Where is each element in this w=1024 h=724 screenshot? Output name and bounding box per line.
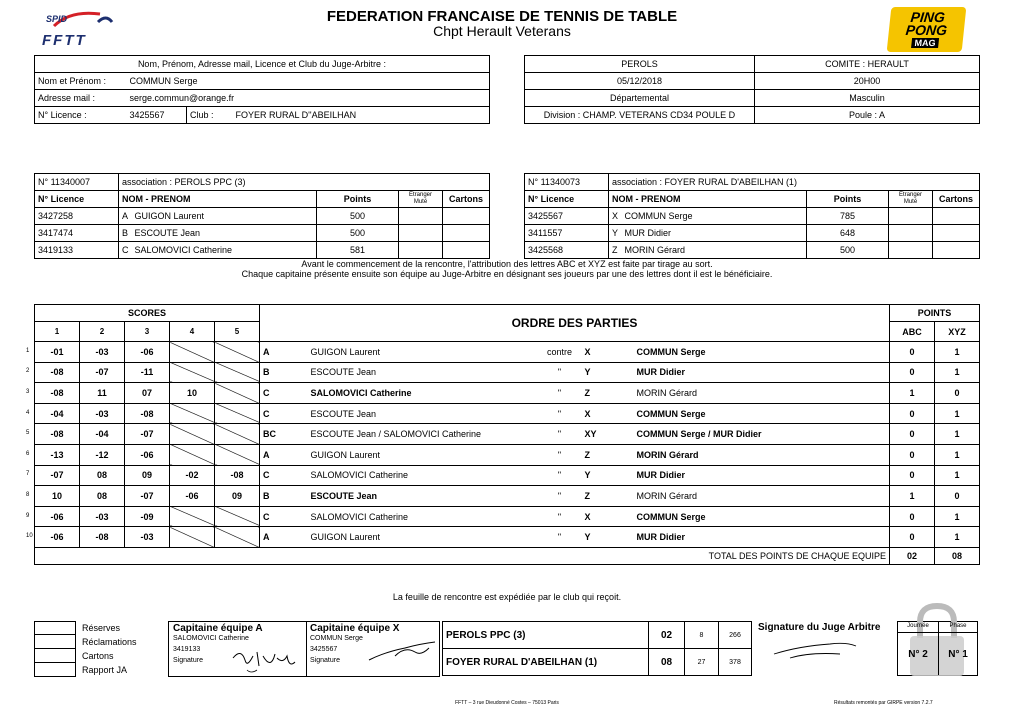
- set-score: -11: [125, 362, 170, 383]
- match-gender: Masculin: [755, 90, 980, 107]
- player-points: 785: [807, 208, 889, 225]
- game-row: [35, 527, 980, 548]
- team-a-association: association : PEROLS PPC (3): [119, 174, 490, 191]
- game-player-x: MUR Didier: [634, 362, 890, 383]
- page-subtitle: Chpt Herault Veterans: [433, 23, 571, 39]
- set-label: 1: [35, 322, 80, 342]
- game-points-xyz: 1: [935, 444, 980, 465]
- set-score: -08: [35, 424, 80, 445]
- game-player-a: ESCOUTE Jean: [308, 362, 538, 383]
- team-a-col-points: Points: [317, 191, 399, 208]
- game-player-x: MORIN Gérard: [634, 383, 890, 404]
- game-player-x: COMMUN Serge: [634, 403, 890, 424]
- referee-email: serge.commun@orange.fr: [127, 90, 490, 107]
- game-points-abc: 0: [890, 444, 935, 465]
- match-place: PEROLS: [525, 56, 755, 73]
- game-row: [35, 403, 980, 424]
- game-points-abc: 0: [890, 403, 935, 424]
- team-x-col-name: NOM - PRENOM: [609, 191, 807, 208]
- game-letter-a: C: [260, 465, 308, 486]
- player-points: 500: [807, 242, 889, 259]
- team-a-player-row: [35, 225, 490, 242]
- game-points-abc: 0: [890, 362, 935, 383]
- game-points-abc: 1: [890, 486, 935, 507]
- phase-label: Phase: [949, 623, 967, 629]
- set-score: [215, 527, 260, 548]
- total-xyz: 08: [935, 547, 980, 564]
- set-score: 09: [125, 465, 170, 486]
- set-score: -09: [125, 506, 170, 527]
- game-row: [35, 486, 980, 507]
- game-letter-a: A: [260, 527, 308, 548]
- team-x-player-row: [525, 208, 980, 225]
- set-score: [215, 403, 260, 424]
- game-vs: ": [538, 527, 582, 548]
- referee-heading: Nom, Prénom, Adresse mail, Licence et Club du Juge-Arbitre :: [35, 56, 490, 73]
- game-vs: ": [538, 383, 582, 404]
- referee-table: [34, 55, 490, 124]
- game-letter-x: X: [582, 342, 634, 363]
- reserves-row: [34, 621, 137, 635]
- report-row: [34, 663, 137, 677]
- game-row: [35, 362, 980, 383]
- set-score: -04: [35, 403, 80, 424]
- game-letter-x: X: [582, 506, 634, 527]
- referee-club: FOYER RURAL D''ABEILHAN: [233, 107, 490, 124]
- results-table: [442, 621, 752, 676]
- player-letter: Y: [612, 228, 619, 238]
- player-letter: A: [122, 211, 129, 221]
- pingpong-mag-logo: [887, 7, 967, 52]
- game-player-x: COMMUN Serge / MUR Didier: [634, 424, 890, 445]
- team-a-table: [34, 173, 490, 259]
- match-date: 05/12/2018: [525, 73, 755, 90]
- referee-name-label: Nom et Prénom :: [35, 73, 127, 90]
- result-a-score: 02: [649, 622, 685, 649]
- cards-label: Cartons: [82, 651, 114, 661]
- captain-a-licence: 3419133: [173, 646, 201, 653]
- result-x-score: 08: [649, 649, 685, 676]
- player-licence: 3425567: [525, 208, 609, 225]
- team-x-player-row: [525, 242, 980, 259]
- game-player-x: MUR Didier: [634, 465, 890, 486]
- set-score: -06: [35, 506, 80, 527]
- referee-name: COMMUN Serge: [127, 73, 490, 90]
- player-name: MORIN Gérard: [624, 245, 686, 255]
- game-number: 1: [26, 347, 30, 354]
- claims-label: Réclamations: [82, 637, 137, 647]
- journee-label: Journée: [907, 623, 929, 629]
- player-letter: C: [122, 245, 129, 255]
- game-row: [35, 444, 980, 465]
- phase-value: N° 1: [948, 649, 968, 660]
- set-score: [215, 424, 260, 445]
- set-score: [170, 506, 215, 527]
- set-score: -08: [80, 527, 125, 548]
- captain-x-label: Capitaine équipe X: [310, 623, 400, 634]
- game-player-a: SALOMOVICI Catherine: [308, 506, 538, 527]
- points-heading: POINTS: [890, 305, 980, 322]
- game-player-x: MORIN Gérard: [634, 486, 890, 507]
- captain-a-signature: [227, 644, 305, 676]
- set-score: [170, 527, 215, 548]
- footer-address: FFTT – 3 rue Dieudonné Costes – 75013 Paris: [455, 700, 559, 706]
- order-heading: ORDRE DES PARTIES: [260, 305, 890, 342]
- game-player-a: GUIGON Laurent: [308, 444, 538, 465]
- set-score: -01: [35, 342, 80, 363]
- result-a-v2: 266: [719, 622, 752, 649]
- player-licence: 3425568: [525, 242, 609, 259]
- game-vs: ": [538, 403, 582, 424]
- match-time: 20H00: [755, 73, 980, 90]
- set-label: 3: [125, 322, 170, 342]
- game-row: [35, 424, 980, 445]
- games-table: [34, 304, 980, 565]
- game-player-x: COMMUN Serge: [634, 506, 890, 527]
- set-score: [170, 444, 215, 465]
- reserves-checkbox[interactable]: [34, 621, 76, 635]
- game-letter-a: B: [260, 486, 308, 507]
- page-title: FEDERATION FRANCAISE DE TENNIS DE TABLE: [326, 8, 678, 25]
- set-score: -07: [80, 362, 125, 383]
- set-score: -08: [125, 403, 170, 424]
- result-team-x: FOYER RURAL D'ABEILHAN (1): [443, 649, 649, 676]
- match-pool: Poule : A: [755, 107, 980, 124]
- set-score: -03: [80, 342, 125, 363]
- captain-note: Chaque capitaine présente ensuite son équipe au Juge-Arbitre en désignant ses joueurs par une des lettres dont il est le bénéficiaire.: [241, 269, 773, 279]
- game-points-xyz: 1: [935, 527, 980, 548]
- set-score: -08: [35, 362, 80, 383]
- game-letter-a: BC: [260, 424, 308, 445]
- player-licence: 3419133: [35, 242, 119, 259]
- player-points: 500: [317, 208, 399, 225]
- set-score: 08: [80, 465, 125, 486]
- game-points-xyz: 0: [935, 383, 980, 404]
- team-a-player-row: [35, 242, 490, 259]
- game-player-a: GUIGON Laurent: [308, 527, 538, 548]
- match-committee: COMITE : HERAULT: [755, 56, 980, 73]
- game-letter-a: C: [260, 506, 308, 527]
- padlock-icon: [904, 600, 970, 680]
- set-score: 07: [125, 383, 170, 404]
- game-number: 6: [26, 450, 30, 457]
- team-x-number: N° 11340073: [525, 174, 609, 191]
- cards-checkbox[interactable]: [34, 649, 76, 663]
- game-number: 2: [26, 368, 30, 375]
- game-player-a: SALOMOVICI Catherine: [308, 465, 538, 486]
- game-row: [35, 342, 980, 363]
- game-letter-x: Y: [582, 465, 634, 486]
- game-number: 7: [26, 471, 30, 478]
- sent-note: La feuille de rencontre est expédiée par le club qui reçoit.: [392, 592, 622, 602]
- team-x-player-row: [525, 225, 980, 242]
- team-x-col-transfer: Muté: [903, 199, 918, 205]
- set-label: 2: [80, 322, 125, 342]
- game-number: 8: [26, 491, 30, 498]
- player-letter: X: [612, 211, 619, 221]
- player-points: 581: [317, 242, 399, 259]
- game-vs: ": [538, 424, 582, 445]
- game-points-abc: 0: [890, 424, 935, 445]
- captain-a-label: Capitaine équipe A: [173, 623, 263, 634]
- set-score: -03: [125, 527, 170, 548]
- game-points-abc: 0: [890, 506, 935, 527]
- game-vs: ": [538, 506, 582, 527]
- result-x-v1: 27: [685, 649, 719, 676]
- referee-signature-label: Signature du Juge Arbitre: [758, 622, 881, 633]
- game-row: [35, 465, 980, 486]
- game-player-a: ESCOUTE Jean / SALOMOVICI Catherine: [308, 424, 538, 445]
- player-points: 648: [807, 225, 889, 242]
- game-row: [35, 383, 980, 404]
- cards-row: [34, 649, 137, 663]
- total-label: TOTAL DES POINTS DE CHAQUE EQUIPE: [35, 547, 890, 564]
- set-score: [215, 383, 260, 404]
- game-letter-a: C: [260, 403, 308, 424]
- team-a-col-licence: N° Licence: [35, 191, 119, 208]
- game-letter-x: X: [582, 403, 634, 424]
- set-score: 11: [80, 383, 125, 404]
- game-points-xyz: 1: [935, 342, 980, 363]
- player-licence: 3417474: [35, 225, 119, 242]
- game-number: 3: [26, 388, 30, 395]
- game-letter-x: Z: [582, 486, 634, 507]
- captain-x-name: COMMUN Serge: [310, 635, 363, 642]
- set-label: 5: [215, 322, 260, 342]
- game-points-xyz: 1: [935, 403, 980, 424]
- game-letter-x: XY: [582, 424, 634, 445]
- set-score: -03: [80, 506, 125, 527]
- game-letter-x: Y: [582, 527, 634, 548]
- set-score: 09: [215, 486, 260, 507]
- set-score: [215, 342, 260, 363]
- player-letter: Z: [612, 245, 618, 255]
- journee-value: N° 2: [908, 649, 928, 660]
- game-vs: ": [538, 486, 582, 507]
- game-vs: ": [538, 465, 582, 486]
- game-player-a: GUIGON Laurent: [308, 342, 538, 363]
- lock-icon: [897, 621, 978, 676]
- player-name: GUIGON Laurent: [134, 211, 205, 221]
- team-x-col-licence: N° Licence: [525, 191, 609, 208]
- team-a-player-row: [35, 208, 490, 225]
- team-a-col-transfer: Muté: [413, 199, 428, 205]
- game-letter-x: Y: [582, 362, 634, 383]
- game-vs: contre: [538, 342, 582, 363]
- player-letter: B: [122, 228, 129, 238]
- set-score: [215, 506, 260, 527]
- set-score: -03: [80, 403, 125, 424]
- captain-x-licence: 3425567: [310, 646, 338, 653]
- game-points-xyz: 0: [935, 486, 980, 507]
- match-info-table: [524, 55, 980, 124]
- result-x-v2: 378: [719, 649, 752, 676]
- game-row: [35, 506, 980, 527]
- game-points-xyz: 1: [935, 424, 980, 445]
- captain-x-signature: [365, 638, 439, 668]
- player-name: SALOMOVICI Catherine: [134, 245, 233, 255]
- checkbox-group: [34, 621, 137, 677]
- set-score: -08: [215, 465, 260, 486]
- game-player-a: ESCOUTE Jean: [308, 403, 538, 424]
- fftt-text: FFTT: [42, 32, 87, 49]
- captain-x-signature-label: Signature: [310, 657, 340, 664]
- player-name: ESCOUTE Jean: [134, 228, 201, 238]
- team-a-col-name: NOM - PRENOM: [119, 191, 317, 208]
- set-label: 4: [170, 322, 215, 342]
- game-player-x: COMMUN Serge: [634, 342, 890, 363]
- game-number: 9: [26, 512, 30, 519]
- referee-licence: 3425567: [127, 107, 187, 124]
- game-points-abc: 0: [890, 465, 935, 486]
- set-score: -06: [125, 342, 170, 363]
- set-score: 08: [80, 486, 125, 507]
- game-points-abc: 1: [890, 383, 935, 404]
- game-points-xyz: 1: [935, 362, 980, 383]
- set-score: -04: [80, 424, 125, 445]
- referee-licence-label: N° Licence :: [35, 107, 127, 124]
- claims-row: [34, 635, 137, 649]
- player-name: COMMUN Serge: [624, 211, 693, 221]
- referee-club-label: Club :: [187, 107, 233, 124]
- report-checkbox[interactable]: [34, 663, 76, 677]
- referee-email-label: Adresse mail :: [35, 90, 127, 107]
- referee-signature: [770, 636, 860, 664]
- ping-text: PING: [909, 9, 946, 25]
- set-score: [170, 362, 215, 383]
- game-vs: ": [538, 362, 582, 383]
- total-abc: 02: [890, 547, 935, 564]
- team-x-table: [524, 173, 980, 259]
- set-score: [170, 403, 215, 424]
- set-score: -06: [125, 444, 170, 465]
- abc-label: ABC: [890, 322, 935, 342]
- game-points-abc: 0: [890, 527, 935, 548]
- scores-heading: SCORES: [35, 305, 260, 322]
- xyz-label: XYZ: [935, 322, 980, 342]
- game-letter-x: Z: [582, 383, 634, 404]
- set-score: 10: [170, 383, 215, 404]
- team-x-col-points: Points: [807, 191, 889, 208]
- player-name: MUR Didier: [624, 228, 672, 238]
- set-score: -13: [35, 444, 80, 465]
- pong-text: PONG: [904, 22, 948, 38]
- team-a-number: N° 11340007: [35, 174, 119, 191]
- set-score: -07: [125, 424, 170, 445]
- mag-text: MAG: [911, 38, 939, 48]
- footer-version: Résultats remontés par GIRPE version 7.2.7: [834, 700, 933, 706]
- game-points-xyz: 1: [935, 506, 980, 527]
- set-score: 10: [35, 486, 80, 507]
- set-score: [215, 362, 260, 383]
- team-a-col-foreign: Etranger: [408, 192, 432, 198]
- result-a-v1: 8: [685, 622, 719, 649]
- set-score: -06: [170, 486, 215, 507]
- claims-checkbox[interactable]: [34, 635, 76, 649]
- set-score: [215, 444, 260, 465]
- game-number: 5: [26, 430, 30, 437]
- game-letter-a: B: [260, 362, 308, 383]
- team-x-col-foreign: Etranger: [898, 192, 922, 198]
- game-letter-x: Z: [582, 444, 634, 465]
- set-score: -07: [35, 465, 80, 486]
- team-a-col-cards: Cartons: [443, 191, 490, 208]
- report-label: Rapport JA: [82, 665, 128, 675]
- set-score: -08: [35, 383, 80, 404]
- game-number: 10: [26, 533, 33, 540]
- game-player-x: MUR Didier: [634, 527, 890, 548]
- match-level: Départemental: [525, 90, 755, 107]
- player-licence: 3411557: [525, 225, 609, 242]
- set-score: -06: [35, 527, 80, 548]
- reserves-label: Réserves: [82, 623, 121, 633]
- set-score: -07: [125, 486, 170, 507]
- game-points-abc: 0: [890, 342, 935, 363]
- draw-note: Avant le commencement de la rencontre, l'attribution des lettres ABC et XYZ est faite par tirage au sort.: [301, 259, 713, 269]
- game-vs: ": [538, 444, 582, 465]
- game-points-xyz: 1: [935, 465, 980, 486]
- game-player-a: ESCOUTE Jean: [308, 486, 538, 507]
- game-number: 4: [26, 409, 30, 416]
- set-score: -02: [170, 465, 215, 486]
- match-division: Division : CHAMP. VETERANS CD34 POULE D: [525, 107, 755, 124]
- spid-text: SPID: [46, 14, 68, 24]
- game-letter-a: C: [260, 383, 308, 404]
- set-score: -12: [80, 444, 125, 465]
- game-letter-a: A: [260, 342, 308, 363]
- set-score: [170, 424, 215, 445]
- captain-a-signature-label: Signature: [173, 657, 203, 664]
- game-letter-a: A: [260, 444, 308, 465]
- player-licence: 3427258: [35, 208, 119, 225]
- captains-box: [168, 621, 440, 677]
- player-points: 500: [317, 225, 399, 242]
- result-team-a: PEROLS PPC (3): [443, 622, 649, 649]
- team-x-association: association : FOYER RURAL D'ABEILHAN (1): [609, 174, 980, 191]
- game-player-a: SALOMOVICI Catherine: [308, 383, 538, 404]
- set-score: [170, 342, 215, 363]
- game-player-x: MORIN Gérard: [634, 444, 890, 465]
- team-x-col-cards: Cartons: [933, 191, 980, 208]
- captain-a-name: SALOMOVICI Catherine: [173, 635, 249, 642]
